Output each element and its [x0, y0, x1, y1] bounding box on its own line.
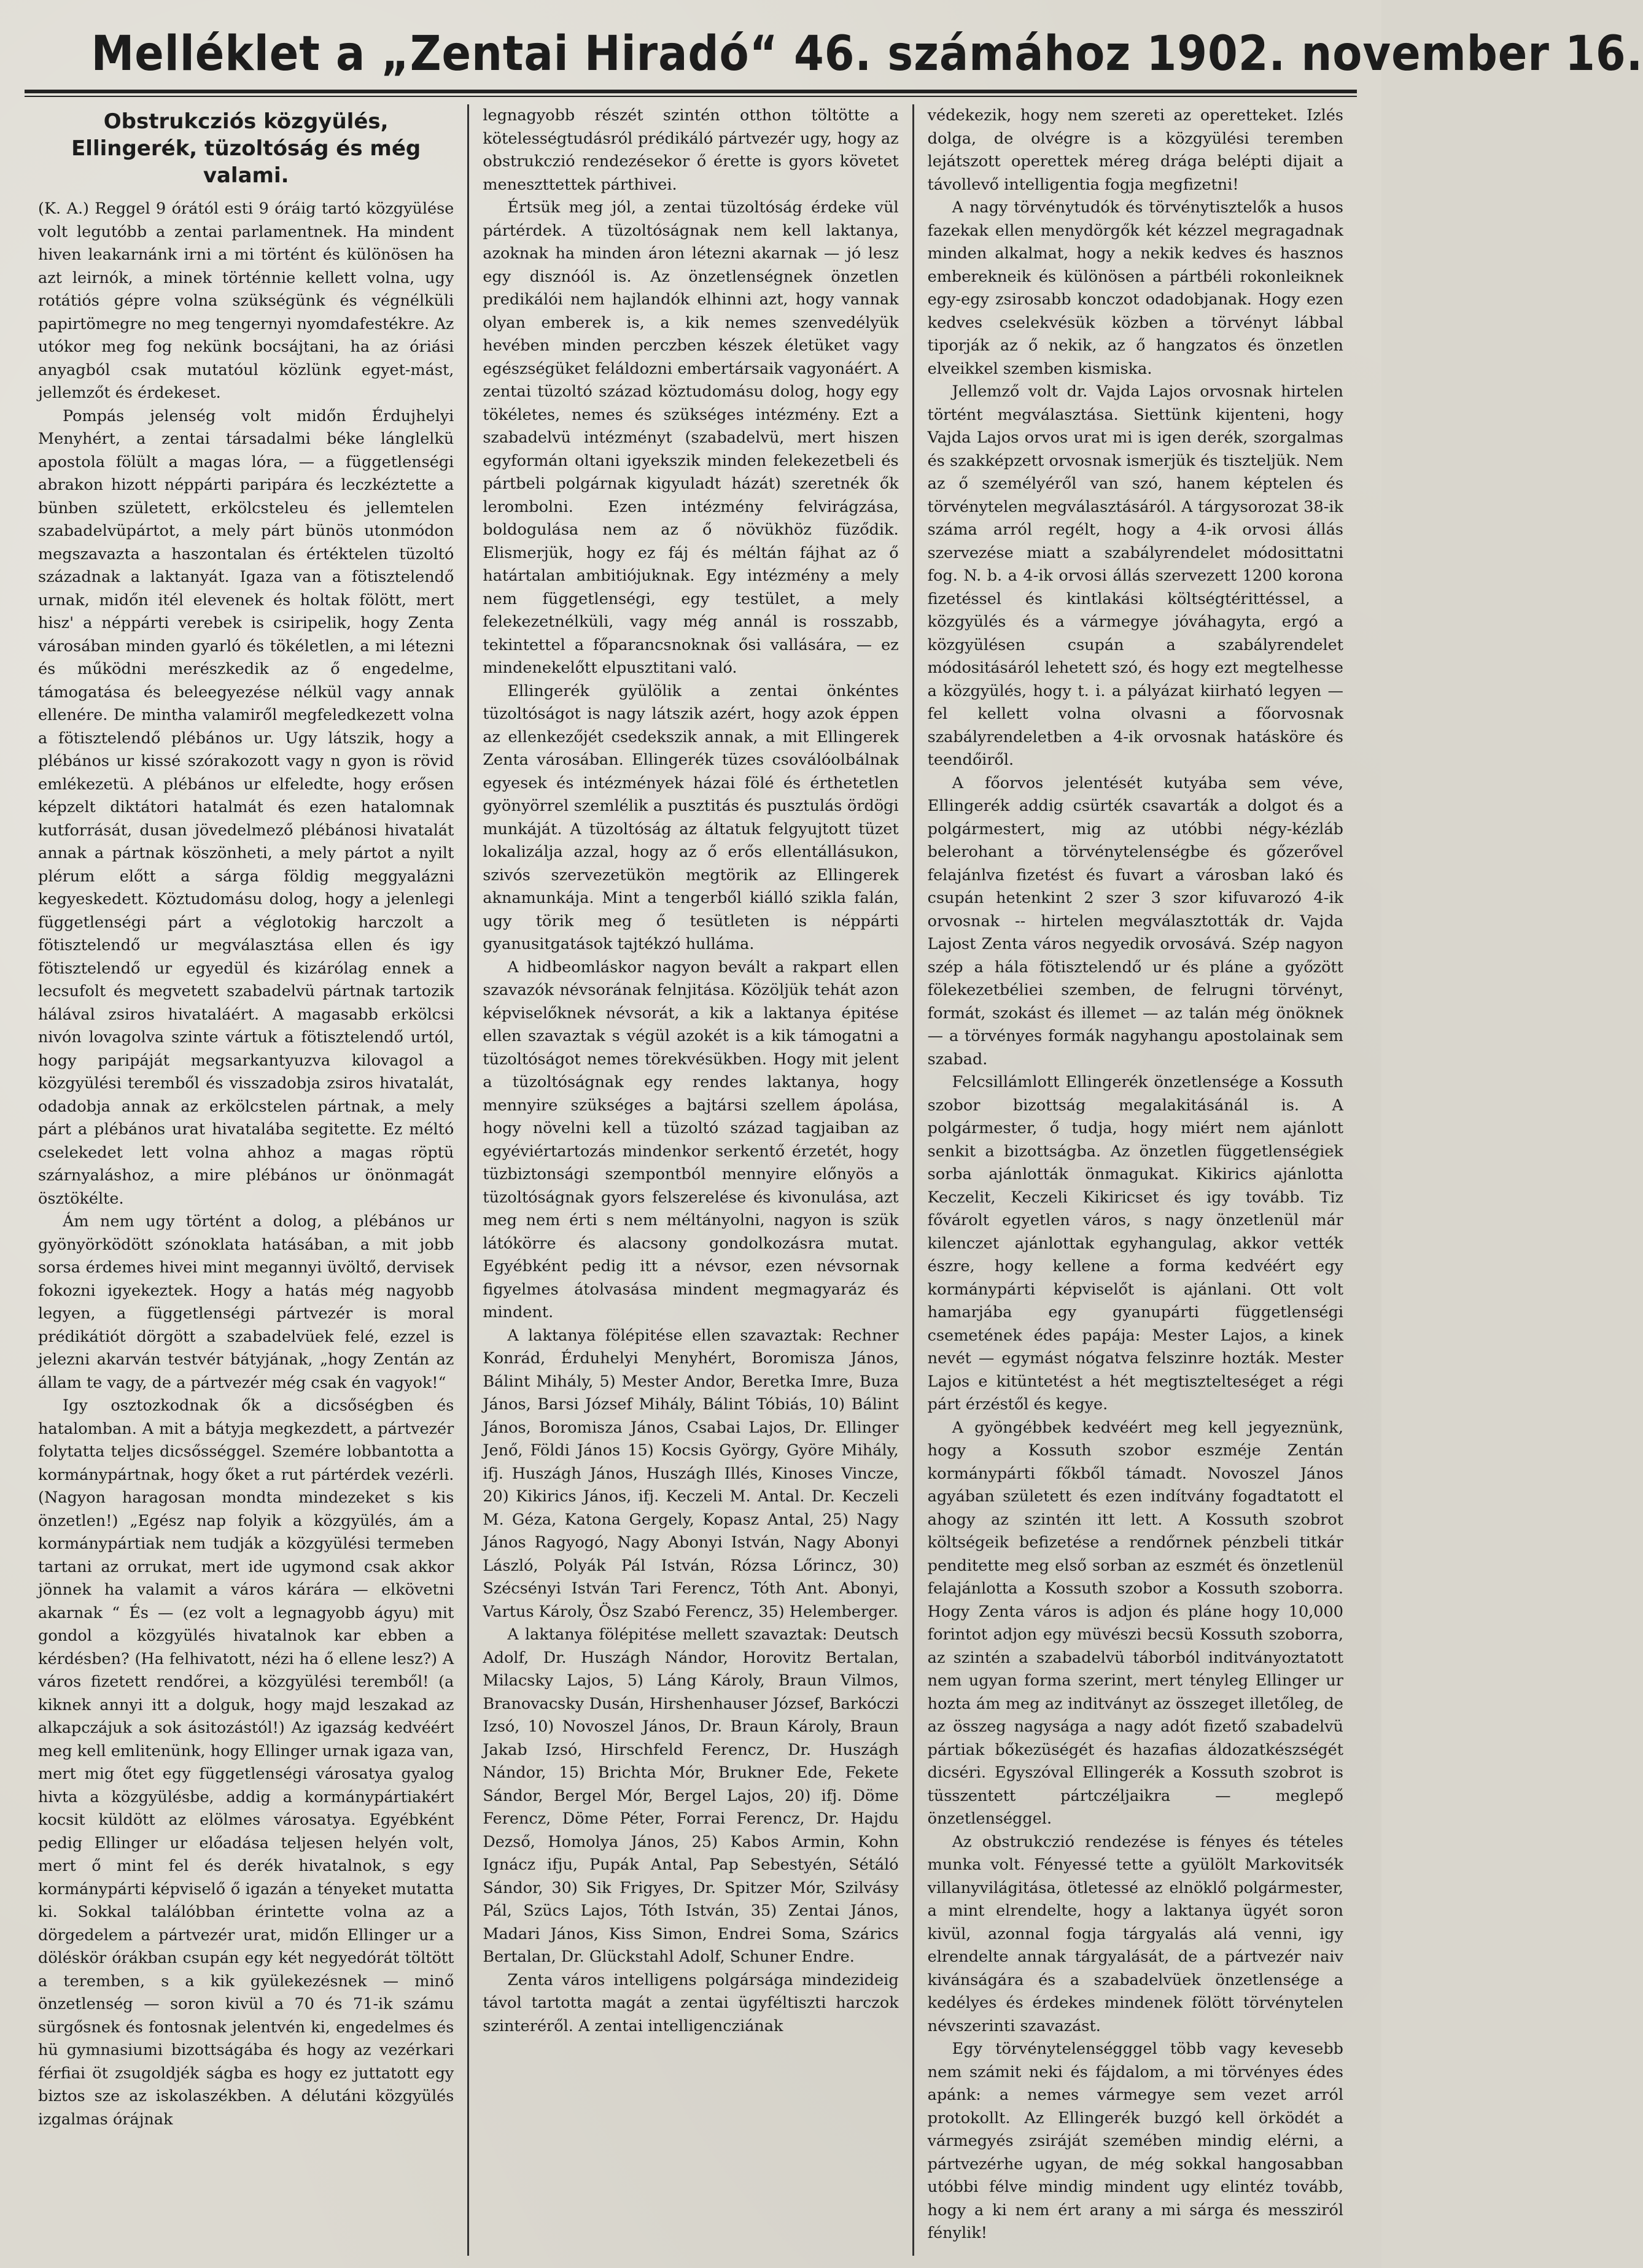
paragraph: Értsük meg jól, a zentai tüzoltóság érdeke vül pártérdek. A tüzoltóságnak nem kell laktanya, azoknak ha minden áron létezni akarnak — jó lesz egy disznóól is. Az önzetlenségnek önzetlen predikálói nem hajlandók elhinni azt, hogy vannak olyan emberek is, a kik nemes szenvedélyük hevében minden perczben készek életüket vagy egészségüket feláldozni embertársaik vagyonáért. A zentai tüzoltó század köztudomásu dolog, hogy egy tökéletes, nemes és szükséges intézmény. Ezt a szabadelvü intézményt (szabadelvü, mert hiszen egyformán oltani igyekszik minden felekezetbeli és pártbeli polgárnak kigyuladt házát) szeretnék ők lerombolni. Ezen intézmény felvirágzása, boldogulása nem az ő növükhöz füződik. Elismerjük, hogy ez fáj és méltán fájhat az ő határtalan ambitiójuknak. Egy intézmény a mely nem függetlenségi, egy testület, a mely felekezetnélküli, vagy még annál is rosszabb, tekintettel a főparancsnoknak ősi vallására, — ez mindenekelőtt elpusztitani való.	[483, 198, 899, 677]
article-headline: Obstrukcziós közgyülés, Ellingerék, tüzoltóság és még valami.	[71, 109, 421, 188]
column-3	[912, 104, 1357, 2256]
paragraph: A gyöngébbek kedvéért meg kell jegyeznünk, hogy a Kossuth szobor eszméje Zentán kormánypárti főkből támadt. Novoszel János agyában született és ezen indítvány fogadtatott el ahogy az szintén itt lett. A Kossuth szobrot költségeik befizetése a rendőrnek pénzbeli titkár penditette meg első sorban az eszmét és önzetlenül felajánlotta a Kossuth szobor a Kossuth szoborra. Hogy Zenta város is adjon és pláne hogy 10,000 forintot adjon egy müvészi becsü Kossuth szoborra, az szintén a szabadelvü táborból inditványoztatott nem ugyan forma szerint, mert tényleg Ellinger ur hozta ám meg az inditványt az összeget illetőleg, de az összeg nagysága a nagy adót fizető szabadelvü pártiak bőkezüségét és hazafias áldozatkészségét dicséri. Egyszóval Ellingerék a Kossuth szobrot is tüsszentett pártczéljaikra — meglepő önzetlenséggel.	[927, 1418, 1343, 1828]
masthead-rule	[25, 90, 1357, 93]
paragraph: Pompás jelenség volt midőn Érdujhelyi Menyhért, a zentai társadalmi béke lánglelkü apostola fölült a magas lóra, — a függetlenségi abrakon hizott néppárti paripára és leczkéztette a bünben született, erkölcsteleu és jellemtelen szabadelvüpártot, a mely párt bünös utonmódon megszavazta a haszontalan és értéktelen tüzoltó századnak a laktanyát. Igaza van a fötisztelendő urnak, midőn itél elevenek és holtak fölött, mert hisz' a néppárti verebek is csiripelik, hogy Zenta városában minden gyarló és tökéletlen, a mi létezni és működni merészkedik az ő engedelme, támogatása és beleegyezése nélkül vagy annak ellenére. De mintha valamiről megfeledkezett volna a fötisztelendő plébános ur. Ugy látszik, hogy a plébános ur kissé szórakozott vagy n gyon is rövid emlékezetü. A plébános ur elfeledte, hogy erősen képzelt diktátori hatalmát és ezen hatalomnak kutforrását, dusan jövedelmező plébánosi hivatalát annak a pártnak köszönheti, a mely pártot a nyilt plérum előtt a sárga földig meggyalázni kegyeskedett. Köztudomásu dolog, hogy a jelenlegi függetlenségi párt a véglotokig harczolt a fötisztelendő ur megválasztása ellen és igy fötisztelendő ur egyedül és kizárólag ennek a lecsufolt és megvetett szabadelvü pártnak tartozik hálával zsiros hivataláért. A magasabb erkölcsi nivón lovagolva szinte vártuk a fötisztelendő urtól, hogy paripáját megsarkantyuzva kilovagol a közgyülési teremből és visszadobja zsiros hivatalát, odadobja annak az erkölcstelen pártnak, a mely párt a plébános urat hivatalába segitette. Ez méltó cselekedet lett volna ahhoz a magas röptü szárnyaláshoz, a mire plébános ur önönmagát ösztökélte.	[38, 406, 454, 1208]
paragraph: (K. A.) Reggel 9 órától esti 9 óráig tartó közgyülése volt legutóbb a zentai parlamentnek. Ha mindent hiven leakarnánk irni a mi történt és különösen ha azt leirnók, a minek történnie kellett volna, ugy rotátiós gépre volna szükségünk és végnélküli papirtömegre no meg tengernyi nyomdafestékre. Az utókor meg fog nekünk bocsájtani, ha az óriási anyagból csak mutatóul közlünk egyet-mást, jellemzőt és érdekeset.	[38, 199, 454, 402]
paragraph: Zenta város intelligens polgársága mindezideig távol tartotta magát a zentai ügyféltiszti harczok szinteréről. A zentai intelligencziának	[483, 1970, 899, 2035]
article-columns	[25, 104, 1357, 2256]
paragraph: védekezik, hogy nem szereti az operetteket. Izlés dolga, de olvégre is a közgyülési teremben lejátszott operettek méreg drága belépti dijait a távollevő intelligentia fogja megfizetni!	[927, 106, 1343, 194]
vote-list-for: A laktanya fölépitése mellett szavaztak: Deutsch Adolf, Dr. Huszágh Nándor, Horovitz Bertalan, Milacsky Lajos, 5) Láng Károly, Braun Vilmos, Branovacsky Dusán, Hirshenhauser József, Barkóczi Izsó, 10) Novoszel János, Dr. Braun Károly, Braun Jakab Izsó, Hirschfeld Ferencz, Dr. Huszágh Nándor, 15) Brichta Mór, Brukner Ede, Fekete Sándor, Bergel Mór, Bergel Lajos, 20) ifj. Döme Ferencz, Döme Péter, Forrai Ferencz, Dr. Hajdu Dezső, Homolya János, 25) Kabos Armin, Kohn Ignácz ifju, Pupák Antal, Pap Sebestyén, Sétáló Sándor, 30) Sik Frigyes, Dr. Spitzer Mór, Szilvásy Pál, Szücs Lajos, Tóth István, 35) Zentai János, Madari János, Kiss Simon, Endrei Soma, Szárics Bertalan, Dr. Glückstahl Adolf, Schuner Endre.	[483, 1625, 899, 1966]
vote-list-against: A laktanya fölépitése ellen szavaztak: Rechner Konrád, Érduhelyi Menyhért, Boromisza János, Bálint Mihály, 5) Mester Andor, Beretka Imre, Buza János, Barsi József Mihály, Bálint Tóbiás, 10) Bálint János, Boromisza János, Csabai Lajos, Dr. Ellinger Jenő, Földi János 15) Kocsis György, Györe Mihály, ifj. Huszágh János, Huszágh Illés, Kinoses Vincze, 20) Kikirics János, ifj. Keczeli M. Antal. Dr. Keczeli M. Géza, Katona Gergely, Kopasz Antal, 25) Nagy János Ragyogó, Nagy Abonyi István, Nagy Abonyi László, Polyák Pál István, Rózsa Lőrincz, 30) Szécsényi István Tari Ferencz, Tóth Ant. Abonyi, Vartus Károly, Ösz Szabó Ferencz, 35) Helemberger.	[483, 1326, 899, 1621]
paragraph: Ám nem ugy történt a dolog, a plébános ur gyönyörködött szónoklata hatásában, a mit jobb sorsa érdemes hivei mint megannyi üvöltő, dervisek fokozni igyekeztek. Hogy a hatás még nagyobb legyen, a függetlenségi pártvezér is moral prédikátiót dörgött a szabadelvüek felé, ezzel is jelezni akarván testvér bátyjának, „hogy Zentán az állam te vagy, de a pártvezér még csak én vagyok!“	[38, 1212, 454, 1392]
paragraph: Felcsillámlott Ellingerék önzetlensége a Kossuth szobor bizottság megalakitásánál is. A polgármester, ő tudja, hogy miért nem ajánlott senkit a bizottságba. Az önzetlen függetlenségiek sorba ajánlották önmagukat. Kikirics ajánlotta Keczelit, Keczeli Kikiricset és igy tovább. Tiz fővárolt egyetlen város, s nagy önzetlenül már kilenczet ajánlottak egyhangulag, akkor vették észre, hogy kellene a forma kedvéért egy kormánypárti képviselőt is ajánlani. Ott volt hamarjába egy gyanupárti függetlenségi csemetének édes papája: Mester Lajos, a kinek nevét — egymást nógatva felszinre hozták. Mester Lajos e kitüntetést a hét megtisztelteséget a régi párt érzéstől és kegye.	[927, 1073, 1343, 1414]
paragraph: Egy törvénytelenségggel több vagy kevesebb nem számit neki és fájdalom, a mi törvényes édes apánk: a nemes vármegye sem vezet arról protokollt. Az Ellingerék buzgó kell örködét a vármegyés zsiráját szemében mindig elérni, a pártvezérhe ugyan, de még sokkal hangosabban utóbbi félve mindig mindent ugy elintéz tovább, hogy a ki nem ért arany a mi sárga és messziról fénylik!	[927, 2040, 1343, 2242]
paragraph: A nagy törvénytudók és törvénytisztelők a husos fazekak ellen menydörgők két kézzel megragadnak minden alkalmat, hogy a nekik kedves és hasznos emberekneik és különösen a pártbéli rokonleiknek egy-egy zsirosabb konczot odadobjanak. Hogy ezen kedves cselekvésük közben a törvényt lábbal tiporják az ő nekik, az ő hangzatos és önzetlen elveikkel szemben kismiska.	[927, 198, 1343, 378]
paragraph: Ellingerék gyülölik a zentai önkéntes tüzoltóságot is nagy látszik azért, hogy azok éppen az ellenkezőjét csedekszik annak, a mit Ellingerek Zenta városában. Ellingerék tüzes csoválóolbálnak egyesek és intézmények házai fölé és érthetetlen gyönyörrel szemlélik a pusztitás és pusztulás ördögi munkáját. A tüzoltóság az áltatuk felgyujtott tüzet lokalizálja azzal, hogy az ő erős ellentállásukon, szivós szervezetükön megtörik az Ellingerek aknamunkája. Mint a tengerből kiálló szikla falán, ugy törik meg ő tesütleten is néppárti gyanusitgatások tajtékzó hulláma.	[483, 681, 899, 953]
paragraph: A hidbeomláskor nagyon bevált a rakpart ellen szavazók névsorának felnjitása. Közöljük tehát azon képviselőknek névsorát, a kik a laktanya épitése ellen szavaztak s végül azokét is a kik támogatni a tüzoltóságot nemes törekvésükben. Hogy mit jelent a tüzoltóságnak egy rendes laktanya, hogy mennyire szükséges a bajtársi szellem ápolása, hogy növelni kell a tüzoltó század tagjaiban az egyéviértartozás mindenkor serkentő érzetét, hogy tüzbiztonsági szempontból mennyire előnyös a tüzoltóságnak gyors felszerelése és kivonulása, azt meg nem érti s nem méltányolni, nagyon is szük látókörre és alacsony gondolkozásra mutat. Egyébként pedig itt a névsor, ezen névsornak figyelmes átolvasása mindent megmagyaráz és mindent.	[483, 958, 899, 1322]
column-1	[25, 104, 467, 2256]
supplement-masthead: Melléklet a „Zentai Hiradó“ 46. számához 1902. november 16.	[91, 26, 1643, 82]
paragraph: Jellemző volt dr. Vajda Lajos orvosnak hirtelen történt megválasztása. Siettünk kijenteni, hogy Vajda Lajos orvos urat mi is igen derék, szorgalmas és szakképzett orvosnak ismerjük és tiszteljük. Nem az ő személyéről van szó, hanem képtelen és törvénytelen megválasztásáról. A tárgysorozat 38-ik száma arról regélt, hogy a 4-ik orvosi állás szervezése miatt a szabályrendelet módosittatni fog. N. b. a 4-ik orvosi állás szervezett 1200 korona fizetéssel és kintlakási költségtérittéssel, a közgyülés és a vármegye jóváhagyta, ergó a közgyülésen csupán a szabályrendelet módositásáról lehetett szó, és hogy ezt megtelhesse a közgyülés, hogy t. i. a pályázat kiirható legyen — fel kellett volna olvasni a főorvosnak szabályrendeletben a 4-ik orvosnak hatásköre és teendőiről.	[927, 382, 1343, 769]
paragraph: legnagyobb részét szintén otthon töltötte a kötelességtudásról prédikáló pártvezér ugy, hogy az obstrukczió rendezésekor ő érette is gyors követet meneszttettek párthivei.	[483, 106, 899, 194]
paragraph: Igy osztozkodnak ők a dicsőségben és hatalomban. A mit a bátyja megkezdett, a pártvezér folytatta teljes dicsősséggel. Szemére lobbantotta a kormánypártnak, hogy őket a rut pártérdek vezérli. (Nagyon haragosan mondta mindezeket s kis önzetlen!) „Egész nap folyik a közgyülés, ám a kormánypártiak nem tudják a közgyülési termeben tartani az orrukat, mert ide ugymond csak akkor jönnek ha valamit a város kárára — elkövetni akarnak “ És — (ez volt a legnagyobb ágyu) mit gondol a közgyülés hivatalnok kar ebben a kérdésben? (Ha felhivatott, nézi ha ő ellene lesz?) A város fizetett rendőrei, a közgyülési teremből! (a kiknek annyi itt a dolguk, hogy majd leszakad az alkapczájuk a sok ásitozástól!) Az igazság kedvéért meg kell emlitenünk, hogy Ellinger urnak igaza van, mert mig őtet egy függetlenségi városatya gyalog hivta a közgyülésbe, addig a kormánypártiakért kocsit küldött az elölmes városatya. Egyébként pedig Ellinger ur előadása teljesen helyén volt, mert ő mint fel és derék hivatalnok, s egy kormánypárti képviselő ő igazán a tényeket mutatta ki. Sokkal találóbban érintette volna az a dörgedelem a pártvezér urat, midőn Ellinger ur a döléskör órákban csupán egy két negyedórát töltött a teremben, s a kik gyülekezésnek — minő önzetlenség — soron kivül a 70 és 71-ik számu sürgősnek és fontosnak jelentvén ki, engedelmes és hü gymnasiumi bizottságába és hogy az vezérkari férfiai öt zsugoldjék ságba es hogy ez juttatott egy biztos sze az iskolaszékben. A délutáni közgyülés izgalmas órájnak	[38, 1396, 454, 2129]
paragraph: Az obstrukczió rendezése is fényes és tételes munka volt. Fényessé tette a gyülölt Markovitsék villanyvilágitása, ötletessé az elnöklő polgármester, a mint elrendelte, hogy a laktanya ügyét soron kivül, azonnal fogja tárgyalás alá venni, igy elrendelte annak tárgyalását, de a pártvezér naiv kivánságára és a szabadelvüek önzetlensége a kedélyes és érdekes mindenek fölött törvénytelen névszerinti szavazást.	[927, 1832, 1343, 2035]
masthead-rule-thin	[25, 96, 1357, 97]
column-2	[467, 104, 912, 2256]
paragraph: A főorvos jelentését kutyába sem véve, Ellingerék addig csürték csavarták a dolgot és a polgármestert, mig az utóbbi négy-kézláb belerohant a törvénytelenségbe és gőzerővel felajánlva fizetést és fuvart a városban lakó és csupán hetenkint 2 szer 3 szor kifuvarozó 4-ik orvosnak -- hirtelen megválasztották dr. Vajda Lajost Zenta város negyedik orvosává. Szép nagyon szép a hála fötisztelendő ur és pláne a győzött fölekezetbéliei szemben, de felrugni törvényt, formát, szokást és illemet — az talán még önöknek — a törvényes formák nagyhangu apostolainak sem szabad.	[927, 773, 1343, 1069]
